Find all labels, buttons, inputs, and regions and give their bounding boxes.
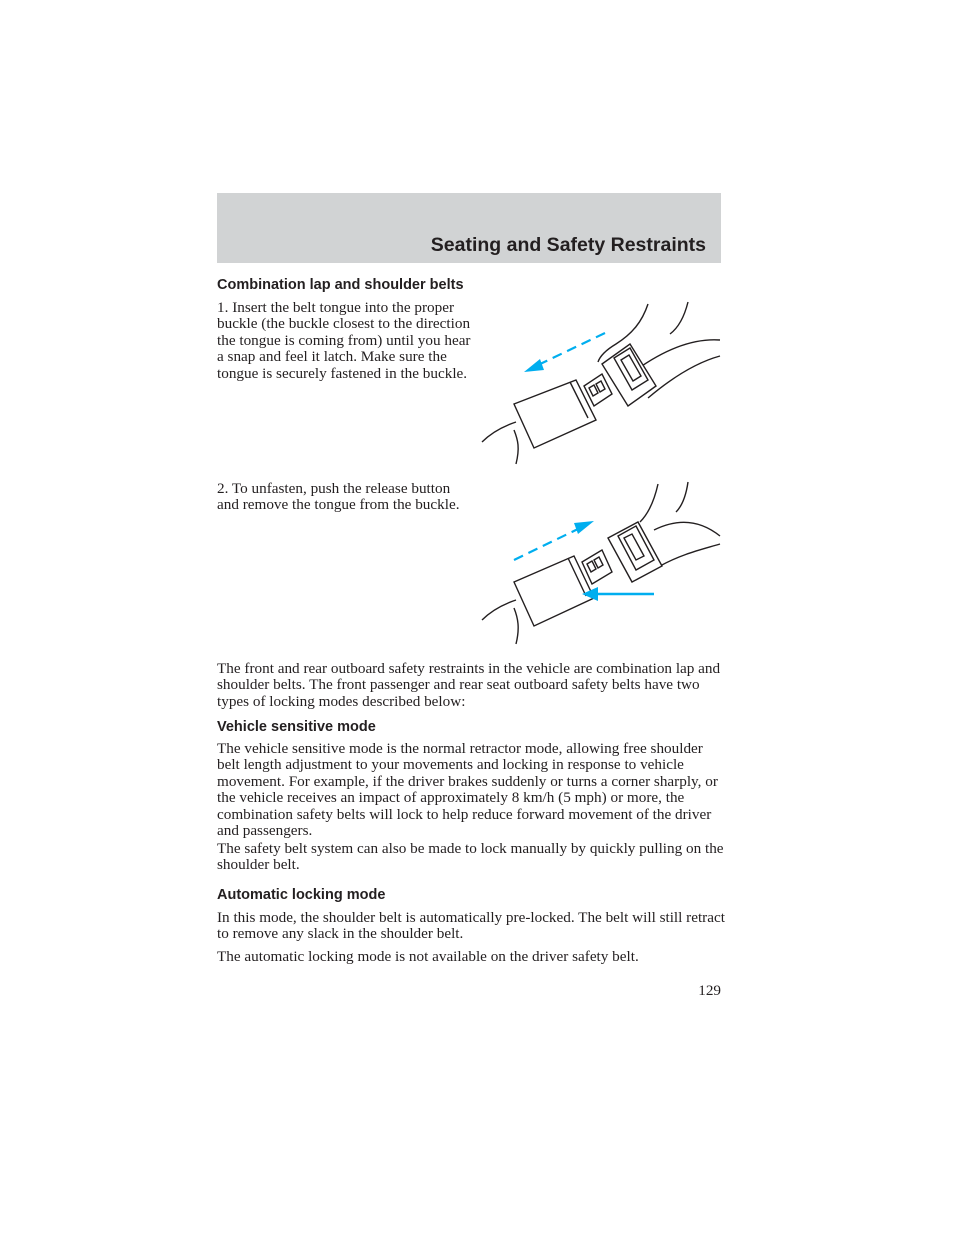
hand-outline: [482, 422, 518, 464]
release-direction-arrow-icon: [514, 521, 594, 560]
header-band: [217, 193, 721, 263]
unfasten-belt-illustration: [478, 480, 722, 648]
step-1-text: 1. Insert the belt tongue into the proper buckle (the buckle closest to the direction the tongue is coming from) until you hear a snap and feel it latch. Make sure the tongue is securely fastened in the buckle.: [217, 299, 471, 382]
manual-lock-text: The safety belt system can also be made to lock manually by quickly pulling on the shoulder belt.: [217, 840, 724, 874]
section-heading-combination-belts: Combination lap and shoulder belts: [217, 277, 464, 293]
belt-tongue: [514, 374, 612, 448]
vehicle-sensitive-mode-text: The vehicle sensitive mode is the normal retractor mode, allowing free shoulder belt length adjustment to your movements and locking in response to vehicle movement. For example, if the driver brakes suddenly or turns a corner sharply, or the vehicle receives an impact of approximately 8 km/h (5 mph) or more, the combination safety belts will lock to help reduce forward movement of the driver and passengers.: [217, 740, 718, 840]
buckle: [602, 344, 656, 406]
fasten-belt-illustration: [478, 300, 722, 470]
step-2-text: 2. To unfasten, push the release button and remove the tongue from the buckle.: [217, 480, 460, 514]
outboard-restraints-text: The front and rear outboard safety restraints in the vehicle are combination lap and shoulder belts. The front passenger and rear seat outboard safety belts have two types of locking modes described below:: [217, 660, 721, 710]
hand-outline: [482, 600, 518, 644]
insert-direction-arrow-icon: [524, 333, 605, 372]
buckle: [608, 522, 662, 582]
automatic-locking-mode-text: In this mode, the shoulder belt is automatically pre-locked. The belt will still retract to remove any slack in the shoulder belt.: [217, 909, 725, 943]
driver-belt-note-text: The automatic locking mode is not available on the driver safety belt.: [217, 948, 639, 965]
page-title: Seating and Safety Restraints: [430, 234, 706, 256]
section-heading-automatic-locking-mode: Automatic locking mode: [217, 887, 386, 903]
page-number: 129: [698, 982, 721, 999]
section-heading-vehicle-sensitive-mode: Vehicle sensitive mode: [217, 719, 376, 735]
